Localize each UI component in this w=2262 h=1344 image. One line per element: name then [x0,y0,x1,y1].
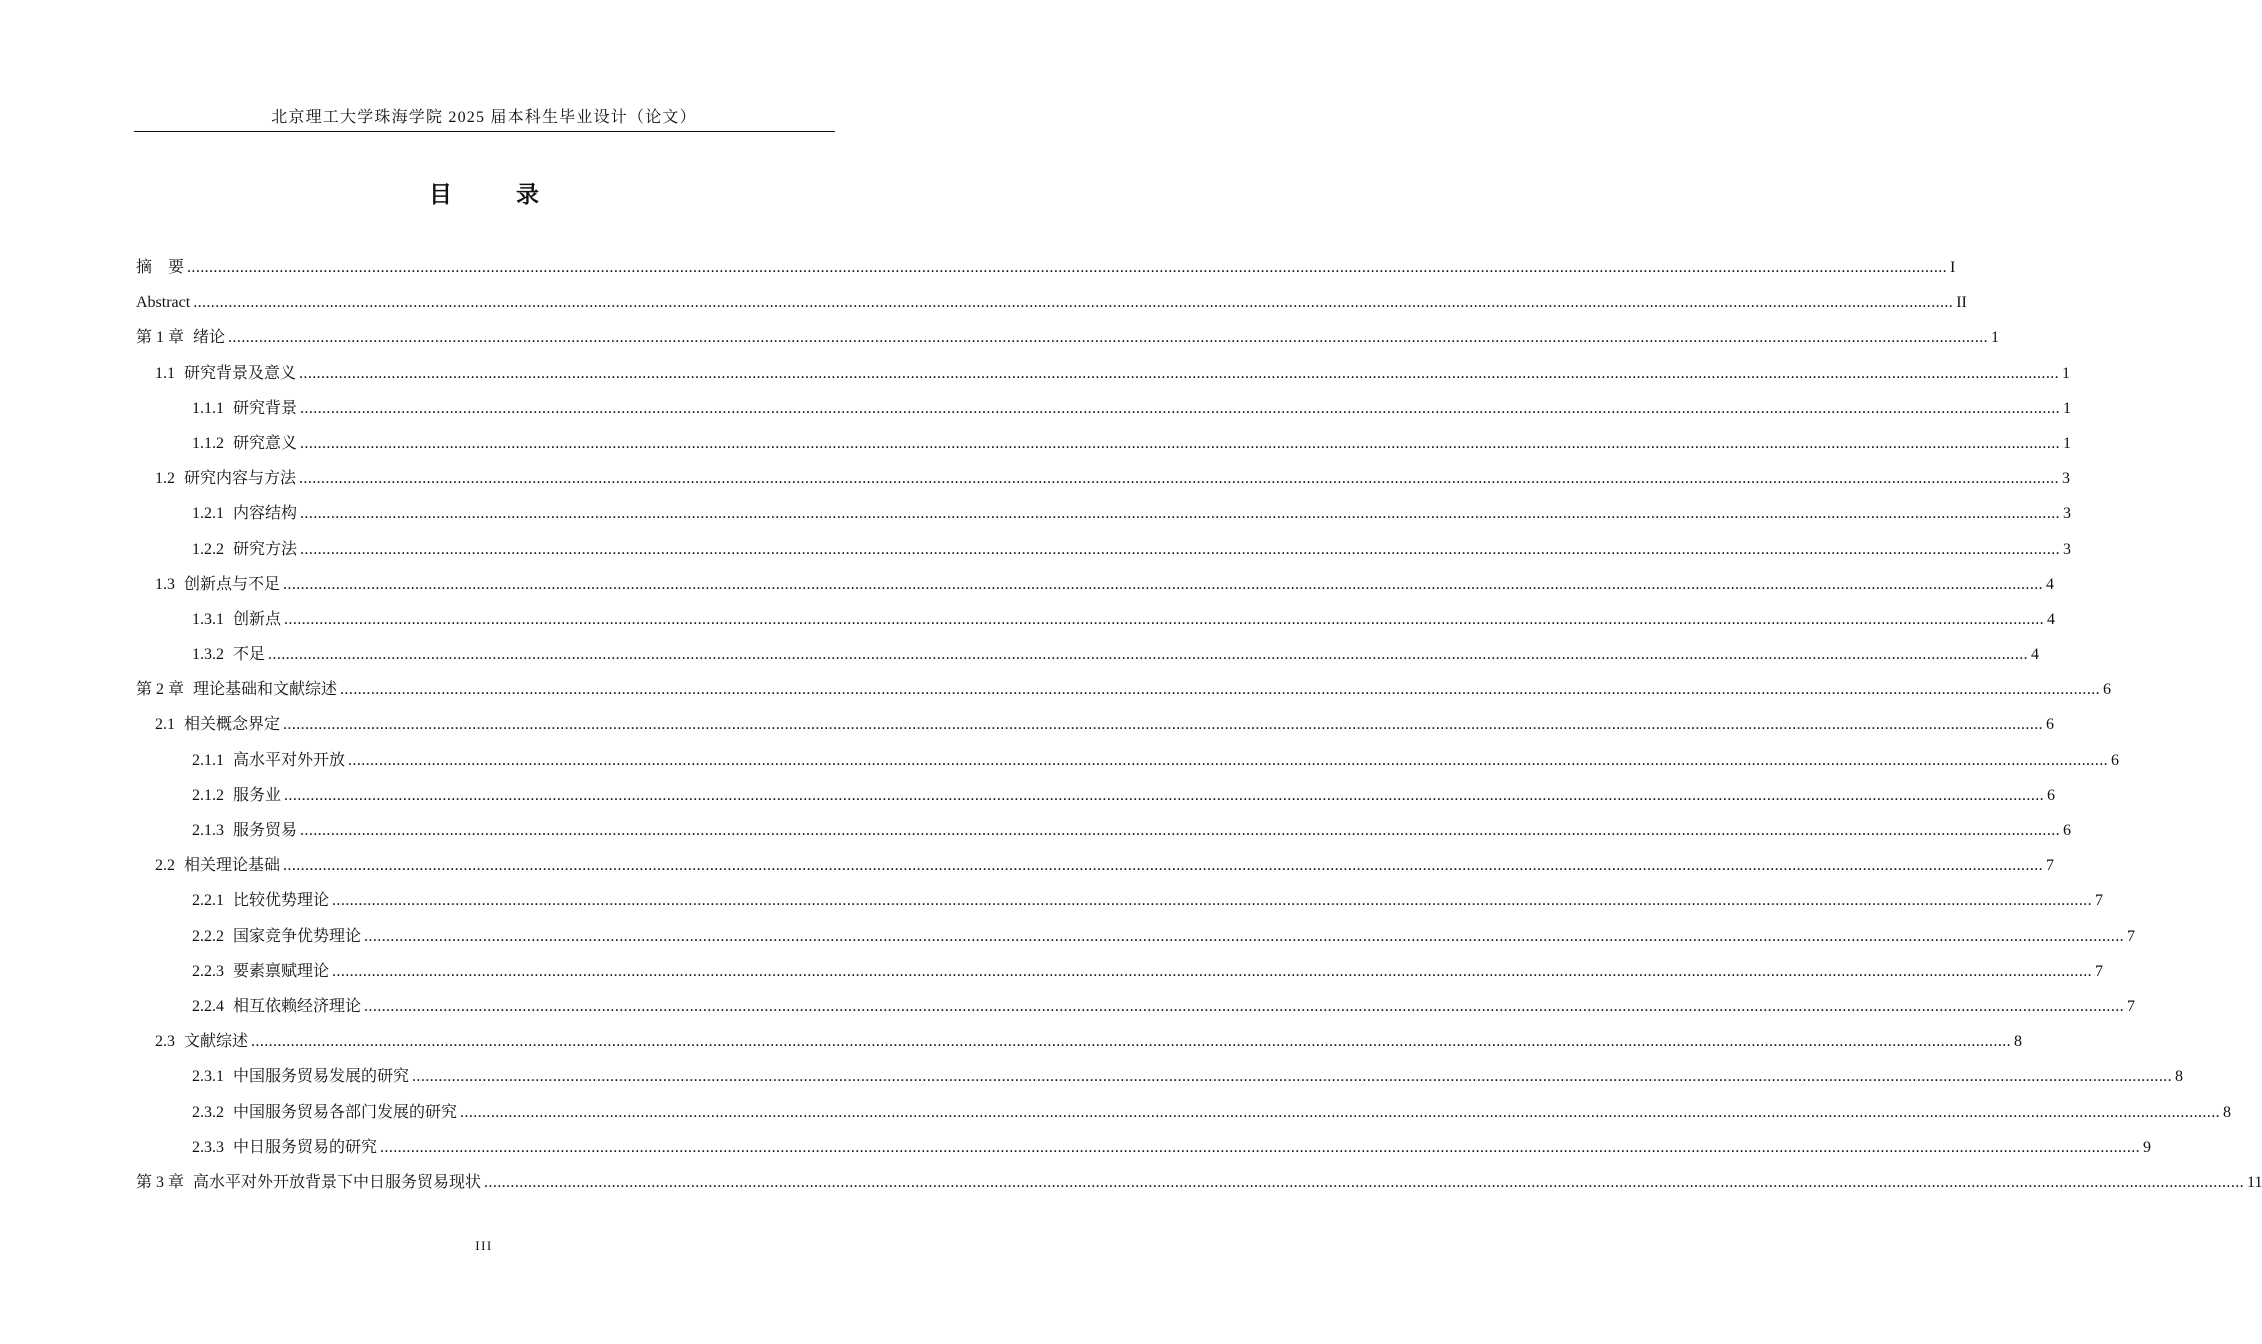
toc-entry-page: 7 [2127,927,2136,945]
toc-entry-label: 研究背景 [233,399,298,417]
toc-dot-leader: ................................................................................................................................................................................................................................................................................................................................................................................................................ [268,646,2029,664]
toc-entry-number: 2.2 [155,857,175,875]
toc-entry-number: 1.3.1 [192,610,224,628]
toc-entry-number: 1.3.2 [192,646,224,664]
toc-entry-number: 1.1.1 [192,399,224,417]
toc-entry[interactable] [136,813,2072,848]
toc-entry-number: 2.1.3 [192,822,224,839]
running-header: 北京理工大学珠海学院 2025 届本科生毕业设计（论文） [271,109,697,126]
toc-entry-page: 6 [2111,751,2120,769]
toc-dot-leader: ................................................................................................................................................................................................................................................................................................................................................................................................................ [193,294,1954,312]
toc-dot-leader: ................................................................................................................................................................................................................................................................................................................................................................................................................ [284,786,2045,804]
toc-entry[interactable] [136,391,2072,426]
header-rule [134,131,835,132]
toc-dot-leader: ................................................................................................................................................................................................................................................................................................................................................................................................................ [283,857,2044,875]
toc-entry-label: 服务业 [233,786,282,804]
toc-entry-page: 9 [2143,1138,2152,1156]
toc-entry[interactable] [136,743,2120,778]
toc-entry-page: II [1956,294,1967,312]
toc-entry-page: 4 [2047,610,2056,628]
toc-dot-leader: ................................................................................................................................................................................................................................................................................................................................................................................................................ [300,822,2061,839]
toc-entry-number: 2.1 [155,716,175,734]
toc-dot-leader: ................................................................................................................................................................................................................................................................................................................................................................................................................ [187,259,1948,276]
toc-dot-leader: ................................................................................................................................................................................................................................................................................................................................................................................................................ [283,575,2044,593]
toc-dot-leader: ................................................................................................................................................................................................................................................................................................................................................................................................................ [412,1068,2173,1086]
toc-dot-leader: ................................................................................................................................................................................................................................................................................................................................................................................................................ [300,505,2061,523]
toc-entry-page: 6 [2103,681,2112,699]
toc-entry-page: 6 [2063,822,2072,839]
toc-dot-leader: ................................................................................................................................................................................................................................................................................................................................................................................................................ [251,1033,2012,1051]
toc-entry-label: 研究方法 [233,540,298,558]
toc-entry-number: 1.2.1 [192,505,224,523]
toc-entry[interactable] [136,1130,2152,1165]
toc-entry-number: 摘 要 [136,259,185,276]
toc-entry[interactable] [136,285,1967,320]
toc-entry[interactable] [136,954,2104,989]
toc-entry[interactable] [136,602,2056,637]
toc-entry-label: 国家竞争优势理论 [233,927,362,945]
toc-entry-label: 创新点与不足 [184,575,281,593]
toc-entry[interactable] [136,1024,2023,1059]
toc-entry-label: 中国服务贸易各部门发展的研究 [233,1103,458,1121]
toc-entry-label: 不足 [233,646,266,664]
toc-dot-leader: ................................................................................................................................................................................................................................................................................................................................................................................................................ [228,329,1989,347]
toc-entry-page: 3 [2063,505,2072,523]
toc-entry[interactable] [136,567,2055,602]
toc-entry-number: 2.2.2 [192,927,224,945]
page-number: III [475,1238,493,1253]
toc-entry-label: 比较优势理论 [233,892,330,910]
toc-entry-label: 服务贸易 [233,822,298,839]
toc-entry-label: 创新点 [233,610,282,628]
toc-entry-label: 文献综述 [184,1033,249,1051]
toc-entry[interactable] [136,426,2072,461]
toc-entry-page: 7 [2127,997,2136,1015]
toc-entry[interactable] [136,1165,2262,1200]
toc-entry-label: 相关理论基础 [184,857,281,875]
toc-entry-label: 内容结构 [233,505,298,523]
toc-entry-number: 2.3.3 [192,1138,224,1156]
toc-entry-page: 4 [2031,646,2040,664]
toc-entry-page: 6 [2047,786,2056,804]
toc-dot-leader: ................................................................................................................................................................................................................................................................................................................................................................................................................ [300,434,2061,452]
toc-entry-page: 8 [2223,1103,2232,1121]
toc-entry-page: 1 [2063,434,2072,452]
toc-entry[interactable] [136,637,2040,672]
toc-entry[interactable] [136,672,2112,707]
toc-dot-leader: ................................................................................................................................................................................................................................................................................................................................................................................................................ [332,962,2093,980]
toc-entry-label: 绪论 [193,329,226,347]
toc-entry-page: 7 [2095,892,2104,910]
toc-entry-label: 理论基础和文献综述 [193,681,338,699]
toc-entry-number: 1.3 [155,575,175,593]
toc-entry-label: 中国服务贸易发展的研究 [233,1068,410,1086]
toc-entry-number: 2.2.3 [192,962,224,980]
toc-entry-page: 1 [1991,329,2000,347]
toc-entry-page: 1 [2063,399,2072,417]
toc-entry[interactable] [136,778,2056,813]
toc-entry-label: 相互依赖经济理论 [233,997,362,1015]
toc-entry-label: 研究内容与方法 [184,470,297,488]
toc-entry-number: 1.1 [155,364,175,382]
toc-entry-label: 研究背景及意义 [184,364,297,382]
toc-entry-page: 7 [2095,962,2104,980]
toc-entry-label: 研究意义 [233,434,298,452]
toc-entry[interactable] [136,1095,2232,1130]
toc-entry-number: 第 3 章 [136,1173,185,1191]
toc-entry-label: 相关概念界定 [184,716,281,734]
toc-entry-number: 2.2.1 [192,892,224,910]
toc-entry-number: 2.3 [155,1033,175,1051]
toc-entry[interactable] [136,919,2136,954]
toc-entry[interactable] [136,356,2071,391]
toc-entry-label: 要素禀赋理论 [233,962,330,980]
toc-entry-page: 3 [2063,540,2072,558]
toc-entry-number: 2.2.4 [192,997,224,1015]
toc-dot-leader: ................................................................................................................................................................................................................................................................................................................................................................................................................ [299,364,2060,382]
toc-dot-leader: ................................................................................................................................................................................................................................................................................................................................................................................................................ [283,716,2044,734]
toc-entry-label: 中日服务贸易的研究 [233,1138,378,1156]
toc-dot-leader: ................................................................................................................................................................................................................................................................................................................................................................................................................ [348,751,2109,769]
toc-dot-leader: ................................................................................................................................................................................................................................................................................................................................................................................................................ [484,1173,2245,1191]
toc-entry-number: 2.3.2 [192,1103,224,1121]
toc-entry[interactable] [136,320,2000,355]
toc-entry-page: 4 [2046,575,2055,593]
toc-entry-number: 1.1.2 [192,434,224,452]
toc-entry[interactable] [136,532,2072,567]
toc-entry-number: 2.3.1 [192,1068,224,1086]
toc-entry[interactable] [136,1059,2184,1094]
toc-entry[interactable] [136,989,2136,1024]
toc-entry[interactable] [136,250,1956,285]
toc-dot-leader: ................................................................................................................................................................................................................................................................................................................................................................................................................ [332,892,2093,910]
toc-entry-number: 2.1.2 [192,786,224,804]
toc-entry[interactable] [136,883,2104,918]
toc-entry-page: 8 [2175,1068,2184,1086]
toc-dot-leader: ................................................................................................................................................................................................................................................................................................................................................................................................................ [284,610,2045,628]
toc-entry-label: 高水平对外开放 [233,751,346,769]
toc-dot-leader: ................................................................................................................................................................................................................................................................................................................................................................................................................ [300,399,2061,417]
toc-entry-page: 1 [2062,364,2071,382]
toc-entry-page: 3 [2062,470,2071,488]
toc-dot-leader: ................................................................................................................................................................................................................................................................................................................................................................................................................ [340,681,2101,699]
toc-entry-label: 高水平对外开放背景下中日服务贸易现状 [193,1173,482,1191]
toc-dot-leader: ................................................................................................................................................................................................................................................................................................................................................................................................................ [299,470,2060,488]
toc-entry-number: 2.1.1 [192,751,224,769]
toc-entry-number: 1.2 [155,470,175,488]
toc-dot-leader: ................................................................................................................................................................................................................................................................................................................................................................................................................ [364,997,2125,1015]
toc-entry-page: 6 [2046,716,2055,734]
toc-dot-leader: ................................................................................................................................................................................................................................................................................................................................................................................................................ [300,540,2061,558]
toc-entry-page: I [1950,259,1956,276]
toc-entry[interactable] [136,461,2071,496]
toc-dot-leader: ................................................................................................................................................................................................................................................................................................................................................................................................................ [460,1103,2221,1121]
toc-entry-number: 1.2.2 [192,540,224,558]
toc-entry-number: Abstract [136,294,191,312]
toc-entry[interactable] [136,707,2055,742]
table-of-contents [136,250,2262,1200]
toc-dot-leader: ................................................................................................................................................................................................................................................................................................................................................................................................................ [380,1138,2141,1156]
toc-entry[interactable] [136,848,2055,883]
toc-entry-page: 7 [2046,857,2055,875]
toc-entry-number: 第 2 章 [136,681,185,699]
page-title: 目 录 [428,182,567,208]
toc-dot-leader: ................................................................................................................................................................................................................................................................................................................................................................................................................ [364,927,2125,945]
toc-entry[interactable] [136,496,2072,531]
toc-entry-page: 8 [2014,1033,2023,1051]
toc-entry-number: 第 1 章 [136,329,185,347]
toc-entry-page: 11 [2247,1173,2262,1191]
